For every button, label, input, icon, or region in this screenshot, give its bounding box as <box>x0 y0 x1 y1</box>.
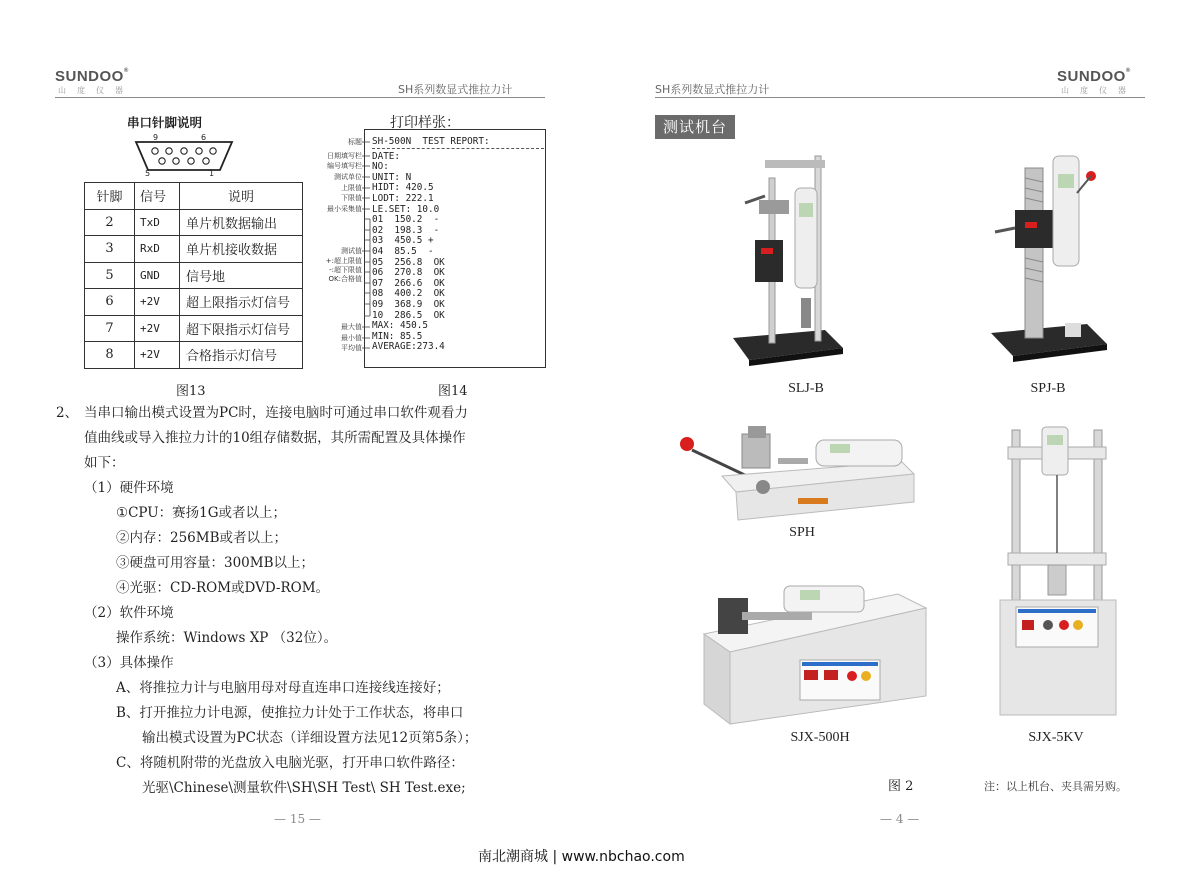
hardware-item: ③硬盘可用容量：300MB以上； <box>116 555 315 571</box>
pin-label-9: 9 <box>153 133 159 142</box>
report-line: 07 266.6 OK <box>372 277 445 289</box>
figure-13-caption: 图13 <box>176 384 206 399</box>
label-min-collect: 最小采集值 <box>327 205 362 213</box>
report-line: LODT: 222.1 <box>372 192 434 204</box>
label-no: 编号填写栏 <box>327 162 362 170</box>
left-page-number: — 15 — <box>274 812 321 826</box>
report-line: 05 256.8 OK <box>372 256 445 268</box>
report-line: HIDT: 420.5 <box>372 182 434 194</box>
label-legend-over: +:超上限值 <box>325 257 362 265</box>
label-max: 最大值 <box>341 323 362 331</box>
software-item: 操作系统：Windows XP （32位）。 <box>116 630 338 646</box>
model-label-slj-b: SLJ-B <box>788 381 824 396</box>
pin-label-6: 6 <box>201 133 207 142</box>
logo-mark: ® <box>1125 68 1131 74</box>
paragraph-line: 如下： <box>84 455 125 471</box>
col-header-pin: 针脚 <box>85 183 135 210</box>
operation-step: 光驱\Chinese\测量软件\SH\SH Test\ SH Test.exe; <box>142 780 466 796</box>
right-logo-sub: 山度仪器 <box>1061 86 1137 95</box>
pin-section-title: 串口针脚说明 <box>127 115 203 130</box>
pin-cell: 3 <box>85 236 135 263</box>
table-row <box>85 209 303 236</box>
label-upper: 上限值 <box>341 184 362 192</box>
report-line: 09 368.9 OK <box>372 298 445 310</box>
right-header-title: SH系列数显式推拉力计 <box>655 83 770 96</box>
right-page-number: — 4 — <box>880 812 920 826</box>
report-line: NO: <box>372 161 389 173</box>
label-test-values: 测试值 <box>341 247 362 255</box>
table-row <box>85 262 303 289</box>
report-line: 10 286.5 OK <box>372 309 445 321</box>
desc-cell: 合格指示灯信号 <box>180 342 303 369</box>
operation-step: B、打开推拉力计电源，使推拉力计处于工作状态，将串口 <box>116 705 464 721</box>
desc-cell: 单片机数据输出 <box>180 209 303 236</box>
left-header-title: SH系列数显式推拉力计 <box>398 83 513 96</box>
pin-cell: 2 <box>85 209 135 236</box>
print-sample-title: 打印样张： <box>390 115 460 131</box>
signal-cell: TxD <box>135 209 180 236</box>
pin-cell: 6 <box>85 289 135 316</box>
report-line: DATE: <box>372 150 400 162</box>
figure-2-caption: 图 2 <box>888 779 914 794</box>
label-min: 最小值 <box>341 334 362 342</box>
pin-cell: 8 <box>85 342 135 369</box>
section-title-tag: 测试机台 <box>655 115 735 139</box>
logo-text: SUNDOO <box>55 68 124 85</box>
label-legend-under: -:超下限值 <box>329 266 362 274</box>
model-label-sjx-5kv: SJX-5KV <box>1028 730 1084 745</box>
report-content <box>372 137 544 353</box>
report-line: UNIT: N <box>372 171 412 183</box>
pin-label-1: 1 <box>209 169 215 178</box>
logo-mark: ® <box>123 68 129 74</box>
hardware-item: ④光驱：CD-ROM或DVD-ROM。 <box>116 580 330 596</box>
signal-cell: +2V <box>135 289 180 316</box>
pin-table <box>84 182 303 369</box>
operation-step: A、将推拉力计与电脑用母对母直连串口连接线连接好； <box>116 680 450 696</box>
label-date: 日期填写栏 <box>327 152 362 160</box>
report-line: AVERAGE:273.4 <box>372 341 445 353</box>
table-row <box>85 236 303 263</box>
right-logo <box>1057 68 1131 85</box>
software-title: （2）软件环境 <box>84 605 174 621</box>
sjx-500h-machine-image <box>690 578 930 726</box>
right-header-rule <box>655 97 1145 98</box>
report-line: 06 270.8 OK <box>372 267 445 279</box>
purchase-note: 注：以上机台、夹具需另购。 <box>984 780 1127 793</box>
model-label-sjx-500h: SJX-500H <box>790 730 850 745</box>
paragraph-line: 当串口输出模式设置为PC时，连接电脑时可通过串口软件观看力 <box>84 405 468 421</box>
pin-cell: 5 <box>85 262 135 289</box>
desc-cell: 超下限指示灯信号 <box>180 315 303 342</box>
report-line: 03 450.5 + <box>372 235 434 247</box>
report-line: MIN: 85.5 <box>372 330 423 342</box>
desc-cell: 单片机接收数据 <box>180 236 303 263</box>
pin-table-header <box>85 183 303 210</box>
hardware-item: ②内存：256MB或者以上； <box>116 530 288 546</box>
signal-cell: +2V <box>135 342 180 369</box>
label-lower: 下限值 <box>341 194 362 202</box>
report-line: 02 198.3 - <box>372 224 440 236</box>
site-footer: 南北潮商城 | www.nbchao.com <box>478 849 685 865</box>
logo-text: SUNDOO <box>1057 68 1126 85</box>
spj-b-machine-image <box>985 148 1110 363</box>
hardware-title: （1）硬件环境 <box>84 480 174 496</box>
hardware-item: ①CPU：赛扬1G或者以上； <box>116 505 287 521</box>
slj-b-machine-image <box>725 148 845 368</box>
sjx-5kv-machine-image <box>998 425 1118 720</box>
label-title: 标题 <box>348 138 362 146</box>
sph-machine-image <box>678 422 918 522</box>
label-avg: 平均值 <box>341 344 362 352</box>
col-header-desc: 说明 <box>180 183 303 210</box>
desc-cell: 超上限指示灯信号 <box>180 289 303 316</box>
table-row <box>85 315 303 342</box>
operation-step: C、将随机附带的光盘放入电脑光驱，打开串口软件路径： <box>116 755 464 771</box>
report-line: LE.SET: 10.0 <box>372 203 440 215</box>
pin-label-5: 5 <box>145 169 151 178</box>
report-line: 04 85.5 - <box>372 245 434 257</box>
pin-cell: 7 <box>85 315 135 342</box>
paragraph-number: 2、 <box>56 405 79 421</box>
left-header-rule <box>55 97 545 98</box>
model-label-sph: SPH <box>789 525 815 540</box>
model-label-spj-b: SPJ-B <box>1030 381 1066 396</box>
operation-step: 输出模式设置为PC状态（详细设置方法见12页第5条）； <box>142 730 478 746</box>
label-legend-ok: OK:合格值 <box>328 275 362 283</box>
left-logo-sub: 山度仪器 <box>58 86 134 95</box>
paragraph-line: 值曲线或导入推拉力计的10组存储数据，其所需配置及具体操作 <box>84 430 466 446</box>
col-header-signal: 信号 <box>135 183 180 210</box>
left-logo <box>55 68 129 85</box>
report-line: 08 400.2 OK <box>372 288 445 300</box>
desc-cell: 信号地 <box>180 262 303 289</box>
signal-cell: +2V <box>135 315 180 342</box>
signal-cell: GND <box>135 262 180 289</box>
table-row <box>85 289 303 316</box>
operation-title: （3）具体操作 <box>84 655 174 671</box>
figure-14-caption: 图14 <box>438 384 468 399</box>
report-line: 01 150.2 - <box>372 214 440 226</box>
report-bracket-lines <box>362 132 372 364</box>
signal-cell: RxD <box>135 236 180 263</box>
label-unit: 测试单位 <box>334 173 362 181</box>
report-line: MAX: 450.5 <box>372 320 428 332</box>
table-row <box>85 342 303 369</box>
report-line: SH-500N TEST REPORT: <box>372 137 544 149</box>
